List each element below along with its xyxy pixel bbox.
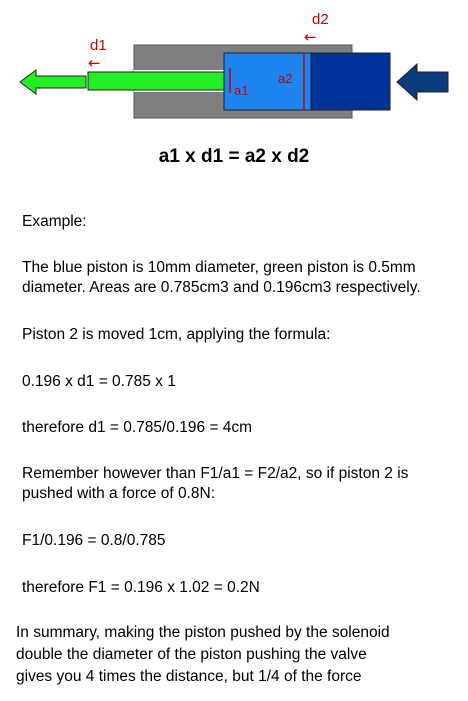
example-p3-line2: pushed with a force of 0.8N: — [22, 485, 216, 502]
label-d1: d1 — [90, 37, 107, 54]
green-piston — [88, 72, 224, 90]
summary-line3: gives you 4 times the distance, but 1/4 of the force — [16, 668, 362, 685]
example-eq2: therefore d1 = 0.785/0.196 = 4cm — [22, 419, 253, 436]
label-a2: a2 — [278, 71, 293, 86]
solenoid-piston — [311, 53, 390, 110]
example-p2: Piston 2 is moved 1cm, applying the formula: — [22, 326, 331, 343]
left-arrow-blue-icon — [397, 64, 448, 100]
summary-line1: In summary, making the piston pushed by the solenoid — [16, 624, 390, 641]
summary — [16, 622, 390, 688]
example-p3-line1: Remember however than F1/a1 = F2/a2, so if piston 2 is — [22, 465, 409, 482]
piston-diagram — [0, 0, 468, 135]
example-eq4: therefore F1 = 0.196 x 1.02 = 0.2N — [22, 579, 260, 596]
summary-line2: double the diameter of the piston pushing the valve — [16, 646, 367, 663]
label-d2: d2 — [312, 11, 329, 28]
left-arrow-green-icon — [20, 70, 86, 94]
example-p1-line2: diameter. Areas are 0.785cm3 and 0.196cm3 respectively. — [22, 279, 421, 296]
example-p1-line1: The blue piston is 10mm diameter, green piston is 0.5mm — [22, 259, 416, 276]
label-a1: a1 — [234, 83, 249, 98]
example-eq3: F1/0.196 = 0.8/0.785 — [22, 532, 166, 549]
arrow-mark-d1: ← — [88, 54, 101, 72]
arrow-mark-d2: ← — [304, 28, 317, 46]
formula: a1 x d1 = a2 x d2 — [158, 146, 310, 167]
example-eq1: 0.196 x d1 = 0.785 x 1 — [22, 373, 176, 390]
example-heading: Example: — [22, 213, 87, 230]
